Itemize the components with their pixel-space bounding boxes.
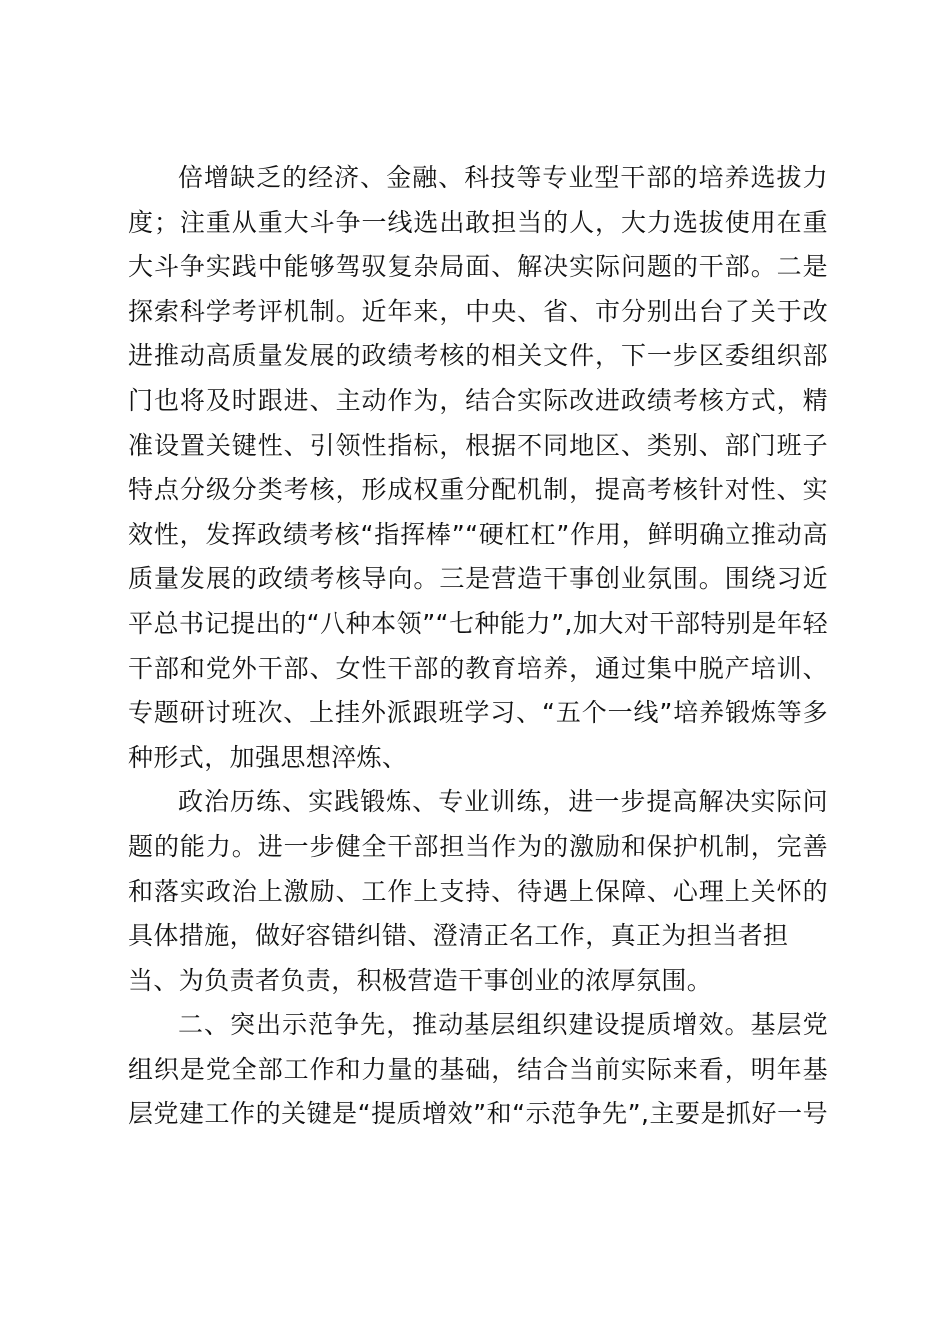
text-line: 平总书记提出的“八种本领”“七种能力”,加大对干部特别是年轻 [128, 608, 828, 638]
text-line: 干部和党外干部、女性干部的教育培养，通过集中脱产培训、 [128, 653, 828, 683]
text-line: 二、突出示范争先，推动基层组织建设提质增效。基层党 [178, 1010, 828, 1040]
text-line: 度；注重从重大斗争一线选出敢担当的人，大力选拔使用在重 [128, 207, 828, 237]
text-line: 大斗争实践中能够驾驭复杂局面、解决实际问题的干部。二是 [128, 252, 828, 282]
text-line: 质量发展的政绩考核导向。三是营造干事创业氛围。围绕习近 [128, 564, 828, 594]
text-line: 探索科学考评机制。近年来，中央、省、市分别出台了关于改 [128, 296, 828, 326]
text-line: 进推动高质量发展的政绩考核的相关文件，下一步区委组织部 [128, 341, 828, 371]
text-line: 当、为负责者负责，积极营造干事创业的浓厚氛围。 [128, 965, 713, 995]
text-line: 政治历练、实践锻炼、专业训练，进一步提高解决实际问 [178, 787, 828, 817]
text-line: 具体措施，做好容错纠错、澄清正名工作，真正为担当者担 [128, 921, 789, 951]
text-line: 倍增缺乏的经济、金融、科技等专业型干部的培养选拔力 [178, 163, 828, 192]
text-line: 效性，发挥政绩考核“指挥棒”“硬杠杠”作用，鲜明确立推动高 [128, 519, 828, 549]
text-line: 特点分级分类考核，形成权重分配机制，提高考核针对性、实 [128, 475, 828, 505]
text-line: 专题研讨班次、上挂外派跟班学习、“五个一线”培养锻炼等多 [128, 698, 828, 728]
text-line: 和落实政治上激励、工作上支持、待遇上保障、心理上关怀的 [128, 876, 828, 906]
text-line: 层党建工作的关键是“提质增效”和“示范争先”,主要是抓好一号 [128, 1099, 828, 1129]
text-line: 题的能力。进一步健全干部担当作为的激励和保护机制，完善 [128, 831, 828, 861]
text-line: 门也将及时跟进、主动作为，结合实际改进政绩考核方式，精 [128, 385, 828, 415]
text-line: 组织是党全部工作和力量的基础，结合当前实际来看，明年基 [128, 1054, 828, 1084]
text-line: 种形式，加强思想淬炼、 [128, 742, 408, 772]
document-body-text [128, 156, 828, 1137]
text-line: 准设置关键性、引领性指标，根据不同地区、类别、部门班子 [128, 430, 828, 460]
